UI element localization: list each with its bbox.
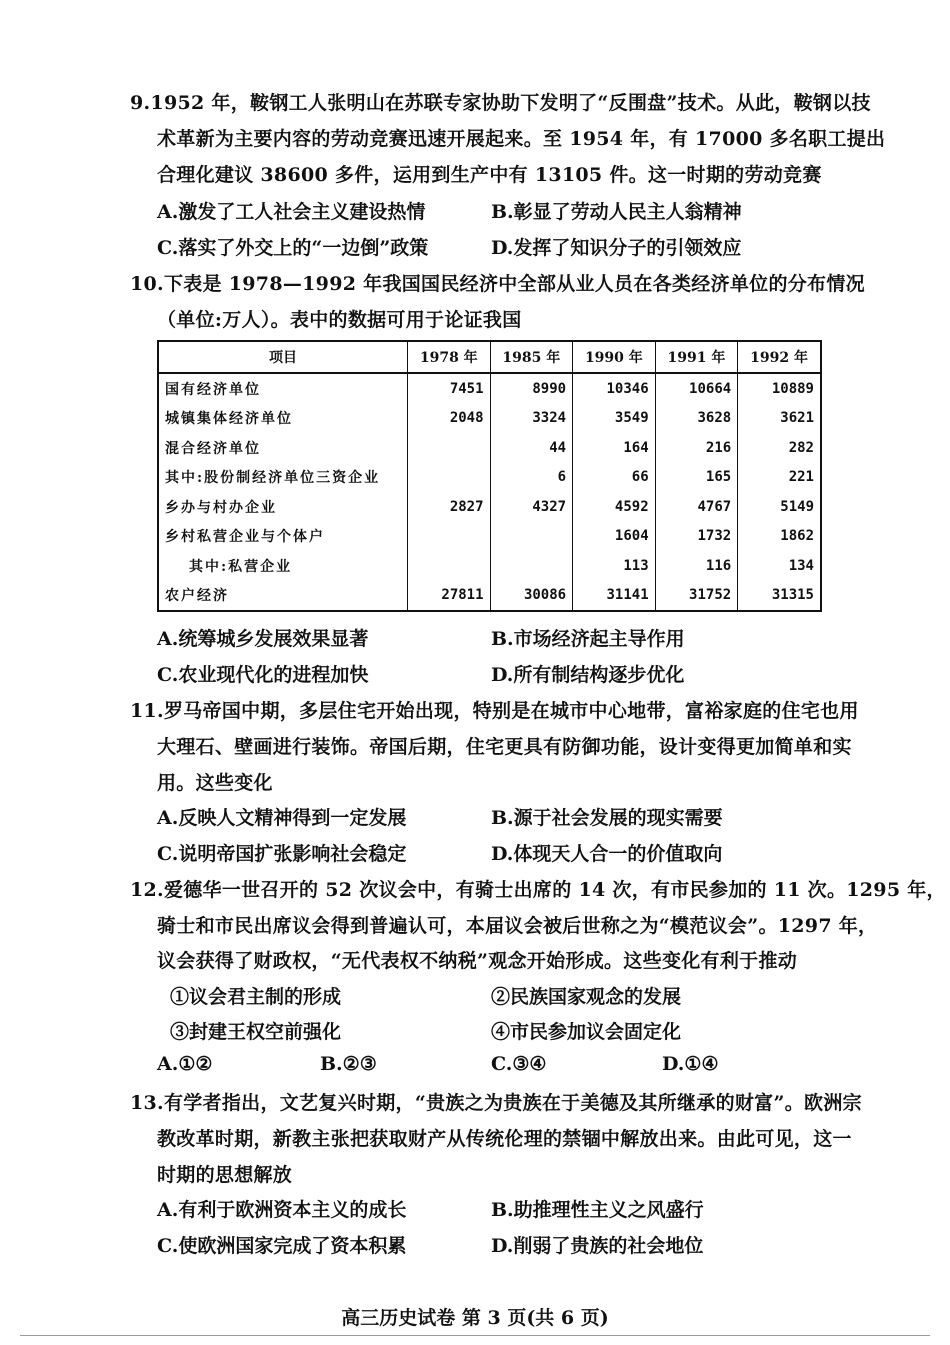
q9-option-d[interactable]: D.发挥了知识分子的引领效应 <box>491 237 742 259</box>
table-cell: 116 <box>655 551 738 581</box>
table-cell: 44 <box>490 433 573 463</box>
q12-line-1: 12.爱德华一世召开的 52 次议会中，有骑士出席的 14 次，有市民参加的 11 次。1295 年， <box>130 879 946 901</box>
q13-line-2: 教改革时期，新教主张把获取财产从传统伦理的禁锢中解放出来。由此可见，这一 <box>157 1128 852 1150</box>
row-label: 农户经济 <box>165 588 229 605</box>
table-row <box>158 433 821 463</box>
table-cell <box>490 522 573 552</box>
table-row <box>158 404 821 434</box>
q10-option-c[interactable]: C.农业现代化的进程加快 <box>157 664 369 686</box>
employment-table <box>157 340 822 612</box>
table-cell <box>408 433 491 463</box>
q11-option-d[interactable]: D.体现天人合一的价值取向 <box>491 843 723 865</box>
table-cell: 31752 <box>655 581 738 612</box>
table-header: 1978 年 <box>408 341 491 373</box>
q13-line-3: 时期的思想解放 <box>157 1164 293 1186</box>
table-cell: 3628 <box>655 404 738 434</box>
q13-option-a[interactable]: A.有利于欧洲资本主义的成长 <box>157 1199 407 1221</box>
table-cell: 4767 <box>655 492 738 522</box>
table-cell: 4327 <box>490 492 573 522</box>
table-cell: 113 <box>573 551 656 581</box>
row-label: 国有经济单位 <box>165 381 261 398</box>
q10-option-d[interactable]: D.所有制结构逐步优化 <box>491 664 685 686</box>
row-label: 其中:股份制经济单位三资企业 <box>165 470 381 487</box>
q9-line-2: 术革新为主要内容的劳动竞赛迅速开展起来。至 1954 年，有 17000 多名职工提出 <box>157 128 886 150</box>
table-cell: 66 <box>573 463 656 493</box>
q11-option-a[interactable]: A.反映人文精神得到一定发展 <box>157 807 407 829</box>
q9-option-b[interactable]: B.彰显了劳动人民主人翁精神 <box>491 201 742 223</box>
q9-line-3: 合理化建议 38600 多件，运用到生产中有 13105 件。这一时期的劳动竞赛 <box>157 164 822 186</box>
table-header: 1990 年 <box>573 341 656 373</box>
q12-item-1: ①议会君主制的形成 <box>170 986 342 1008</box>
bottom-divider <box>20 1335 930 1336</box>
q13-option-c[interactable]: C.使欧洲国家完成了资本积累 <box>157 1235 407 1257</box>
table-cell: 164 <box>573 433 656 463</box>
row-label: 乡村私营企业与个体户 <box>165 529 325 546</box>
q9-option-a[interactable]: A.激发了工人社会主义建设热情 <box>157 201 426 223</box>
table-cell: 2048 <box>408 404 491 434</box>
table-header: 1985 年 <box>490 341 573 373</box>
table-cell: 8990 <box>490 373 573 404</box>
table-cell: 3549 <box>573 404 656 434</box>
table-cell: 3621 <box>738 404 821 434</box>
table-cell <box>408 522 491 552</box>
table-header: 1992 年 <box>738 341 821 373</box>
table-cell: 31141 <box>573 581 656 612</box>
q11-line-2: 大理石、壁画进行装饰。帝国后期，住宅更具有防御功能，设计变得更加简单和实 <box>157 736 852 758</box>
q12-option-b[interactable]: B.②③ <box>320 1053 377 1075</box>
row-label: 其中:私营企业 <box>189 558 293 575</box>
page-footer: 高三历史试卷 第 3 页(共 6 页) <box>341 1307 609 1329</box>
q11-line-3: 用。这些变化 <box>157 772 273 794</box>
table-cell: 282 <box>738 433 821 463</box>
table-cell: 10889 <box>738 373 821 404</box>
table-cell: 3324 <box>490 404 573 434</box>
table-row <box>158 581 821 612</box>
table-row <box>158 492 821 522</box>
table-cell: 134 <box>738 551 821 581</box>
q10-option-a[interactable]: A.统筹城乡发展效果显著 <box>157 628 369 650</box>
table-row <box>158 522 821 552</box>
q13-option-b[interactable]: B.助推理性主义之风盛行 <box>491 1199 704 1221</box>
row-label: 乡办与村办企业 <box>165 499 277 516</box>
table-cell: 30086 <box>490 581 573 612</box>
table-cell <box>408 463 491 493</box>
table-cell <box>490 551 573 581</box>
table-cell: 2827 <box>408 492 491 522</box>
row-label: 混合经济单位 <box>165 440 261 457</box>
table-cell: 5149 <box>738 492 821 522</box>
q12-item-3: ③封建王权空前强化 <box>170 1021 342 1043</box>
q10-line-1: 10.下表是 1978—1992 年我国国民经济中全部从业人员在各类经济单位的分布情况 <box>130 273 865 295</box>
table-cell: 7451 <box>408 373 491 404</box>
table-header: 项目 <box>158 341 408 373</box>
table-cell: 27811 <box>408 581 491 612</box>
q13-option-d[interactable]: D.削弱了贵族的社会地位 <box>491 1235 704 1257</box>
q10-line-2: （单位:万人）。表中的数据可用于论证我国 <box>157 309 522 331</box>
table-header: 1991 年 <box>655 341 738 373</box>
row-label: 城镇集体经济单位 <box>165 411 293 428</box>
table-cell: 10346 <box>573 373 656 404</box>
table-cell: 1862 <box>738 522 821 552</box>
q12-option-c[interactable]: C.③④ <box>491 1053 547 1075</box>
q12-item-4: ④市民参加议会固定化 <box>491 1021 682 1043</box>
q11-option-b[interactable]: B.源于社会发展的现实需要 <box>491 807 723 829</box>
q11-option-c[interactable]: C.说明帝国扩张影响社会稳定 <box>157 843 407 865</box>
table-row <box>158 463 821 493</box>
q12-item-2: ②民族国家观念的发展 <box>491 986 682 1008</box>
q12-line-2: 骑士和市民出席议会得到普遍认可，本届议会被后世称之为“模范议会”。1297 年， <box>157 915 878 937</box>
q9-line-1: 9.1952 年，鞍钢工人张明山在苏联专家协助下发明了“反围盘”技术。从此，鞍钢以技 <box>130 92 871 114</box>
q13-line-1: 13.有学者指出，文艺复兴时期，“贵族之为贵族在于美德及其所继承的财富”。欧洲宗 <box>130 1092 862 1114</box>
table-cell: 6 <box>490 463 573 493</box>
table-cell: 1732 <box>655 522 738 552</box>
q12-option-a[interactable]: A.①② <box>157 1053 213 1075</box>
table-cell: 10664 <box>655 373 738 404</box>
table-cell: 221 <box>738 463 821 493</box>
table-cell: 4592 <box>573 492 656 522</box>
table-cell: 1604 <box>573 522 656 552</box>
table-header-row <box>158 341 821 373</box>
table-cell: 216 <box>655 433 738 463</box>
q11-line-1: 11.罗马帝国中期，多层住宅开始出现，特别是在城市中心地带，富裕家庭的住宅也用 <box>130 700 859 722</box>
table-row <box>158 551 821 581</box>
table-cell: 165 <box>655 463 738 493</box>
table-cell: 31315 <box>738 581 821 612</box>
q12-line-3: 议会获得了财政权，“无代表权不纳税”观念开始形成。这些变化有利于推动 <box>157 950 798 972</box>
q10-option-b[interactable]: B.市场经济起主导作用 <box>491 628 685 650</box>
q9-option-c[interactable]: C.落实了外交上的“一边倒”政策 <box>157 237 429 259</box>
table-row <box>158 373 821 404</box>
table-cell <box>408 551 491 581</box>
q12-option-d[interactable]: D.①④ <box>662 1053 719 1075</box>
